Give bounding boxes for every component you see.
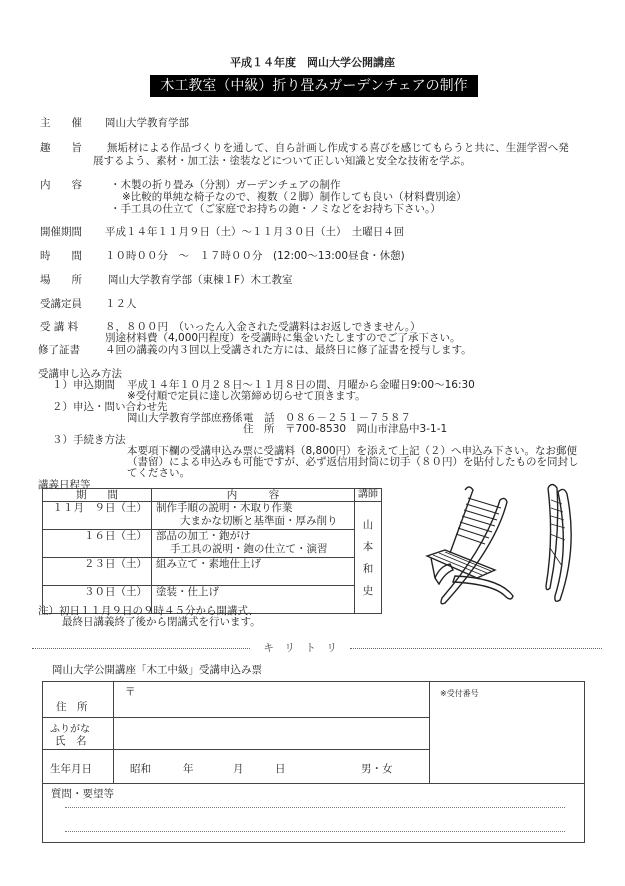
cut-line-label: キ リ ト リ	[263, 642, 337, 654]
form-title: 岡山大学公開講座「木工中級」受講申込み票	[52, 664, 262, 676]
cut-line	[32, 640, 597, 655]
schedule-heading: 講義日程等	[38, 479, 91, 491]
schedule-content-line1: 部品の加工・鉋がけ	[156, 530, 251, 542]
schedule-content	[152, 558, 355, 586]
schedule-content-line2: 大まかな切断と基準面・厚み削り	[180, 515, 338, 527]
schedule-content	[152, 530, 355, 558]
name-field[interactable]	[115, 719, 425, 747]
time-value: １０時００分 ～ １７時００分 (12:00～13:00昼食・休憩)	[105, 250, 405, 262]
schedule-date: ３０日（土）	[43, 586, 152, 614]
schedule-row	[43, 502, 382, 530]
questions-line[interactable]	[65, 807, 565, 808]
content-line3: ・手工具の仕立て（ご家庭でお持ちの鉋・ノミなどをお持ち下さい。）	[110, 203, 441, 215]
note-line2: 最終日講義終了後から閉講式を行います。	[62, 616, 261, 628]
step3-line2: （書留）による申込みも可能ですが、必ず返信用封筒に切手（８０円）を貼付したものを同封し	[127, 456, 579, 468]
reception-number-label: ※受付番号	[440, 689, 479, 698]
page-subtitle: 平成１４年度 岡山大学公開講座	[230, 56, 395, 69]
address-label: 住 所	[56, 701, 88, 713]
step2-label: ２）申込・問い合わせ先	[52, 401, 168, 413]
place-value: 岡山大学教育学部（東棟１F）木工教室	[108, 274, 293, 286]
organizer-value: 岡山大学教育学部	[105, 117, 189, 129]
birthdate-label: 生年月日	[50, 763, 92, 775]
content-line1: ・木製の折り畳み（分割）ガーデンチェアの制作	[110, 179, 341, 191]
birth-day-label: 日	[275, 763, 286, 775]
schedule-content	[152, 502, 355, 530]
capacity-value: １２人	[105, 298, 137, 310]
questions-label: 質問・要望等	[51, 788, 114, 800]
fee-label: 受 講 料	[40, 321, 79, 333]
organizer-label: 主 催	[40, 117, 82, 129]
folded-chair-illustration	[540, 478, 585, 608]
birth-month-label: 月	[233, 763, 244, 775]
certificate-value: ４回の講義の内３回以上受講された方には、最終日に修了証書を授与します。	[105, 344, 472, 356]
step1-line2: ※受付順で定員に達し次第締め切らせて頂きます。	[127, 390, 366, 402]
teacher-char: 山	[362, 518, 374, 531]
teacher-char: 和	[362, 562, 374, 575]
purpose-line2: 展するよう、素材・加工法・塗装などについて正しい知識と安全な技術を学ぶ。	[93, 155, 471, 167]
step2-addr-label: 住 所	[243, 423, 275, 435]
certificate-label: 修了証書	[38, 344, 80, 356]
address-field[interactable]	[115, 686, 425, 714]
period-label: 開催期間	[40, 226, 82, 238]
content-line2: ※比較的単純な椅子なので、複数（２脚）制作しても良い（材料費別途）	[122, 191, 467, 203]
fee-line1: ８，８００円 （いったん入金された受講料はお返しできません。）	[105, 321, 421, 333]
schedule-header-teacher: 講師	[355, 489, 382, 502]
content-label: 内 容	[40, 179, 82, 191]
teacher-char: 本	[362, 540, 374, 553]
schedule-header-row	[43, 489, 382, 502]
step3-label: ３）手続き方法	[52, 434, 126, 446]
purpose-line1: 無垢材による作品づくりを通して、自ら計画し作成する喜びを感じてもらうと共に、生涯学習へ発	[107, 142, 569, 154]
name-label: 氏 名	[55, 735, 87, 747]
birth-era: 昭和	[130, 763, 151, 775]
schedule-teacher	[355, 502, 382, 614]
step2-tel: ０８６－２５１－７５８７	[285, 412, 411, 424]
schedule-table	[42, 488, 382, 614]
step2-addr: 〒700-8530 岡山市津島中3-1-1	[285, 423, 448, 435]
teacher-char: 史	[362, 584, 374, 597]
step1-label: １）申込期間	[52, 379, 115, 391]
page-title: 木工教室（中級）折り畳みガーデンチェアの制作	[150, 75, 478, 97]
place-label: 場 所	[40, 274, 82, 286]
step2-tel-label: 電 話	[243, 412, 275, 424]
postal-mark: 〒	[125, 686, 136, 698]
questions-line[interactable]	[65, 831, 565, 832]
schedule-row	[43, 530, 382, 558]
application-form	[42, 681, 585, 843]
gender-option[interactable]: 男・女	[361, 763, 393, 775]
schedule-content-line1: 組み立て・素地仕上げ	[156, 558, 261, 570]
schedule-row	[43, 558, 382, 586]
schedule-date: ２３日（土）	[43, 558, 152, 586]
time-label: 時 間	[40, 250, 82, 262]
capacity-label: 受講定員	[40, 298, 82, 310]
fee-line2: 別途材料費（4,000円程度）を受講時に集金いたしますのでご了承下さい。	[105, 332, 461, 344]
birth-year-label: 年	[183, 763, 194, 775]
step1-line1: 平成１４年１０月２８日～１１月８日の間、月曜から金曜日9:00～16:30	[127, 379, 475, 391]
step2-office: 岡山大学教育学部庶務係	[127, 412, 243, 424]
step3-line1: 本要項下欄の受講申込み票に受講料（8,800円）を添えて上記（２）へ申込み下さい。なお郵便	[127, 445, 578, 457]
note-line1: 注）初日１１月９日の９時４５分から開講式、	[38, 605, 259, 617]
step3-line3: てください。	[127, 467, 190, 479]
schedule-header-period: 期 間	[43, 489, 152, 502]
schedule-content-line1: 制作手順の説明・木取り作業	[156, 502, 293, 514]
schedule-date: １１月 ９日（土）	[43, 502, 152, 530]
schedule-header-content: 内 容	[152, 489, 355, 502]
schedule-content-line1: 塗装・仕上げ	[156, 586, 219, 598]
application-heading: 受講申し込み方法	[38, 368, 122, 380]
folding-chair-illustration	[405, 478, 540, 608]
purpose-label: 趣 旨	[40, 142, 82, 154]
furigana-label: ふりがな	[50, 724, 90, 735]
schedule-date: １６日（土）	[43, 530, 152, 558]
period-value: 平成１４年１１月９日（土）～１１月３０日（土） 土曜日４回	[105, 226, 405, 238]
schedule-content-line2: 手工具の説明・鉋の仕立て・演習	[170, 543, 328, 555]
cut-line-dots	[350, 648, 602, 649]
cut-line-dots	[32, 648, 250, 649]
